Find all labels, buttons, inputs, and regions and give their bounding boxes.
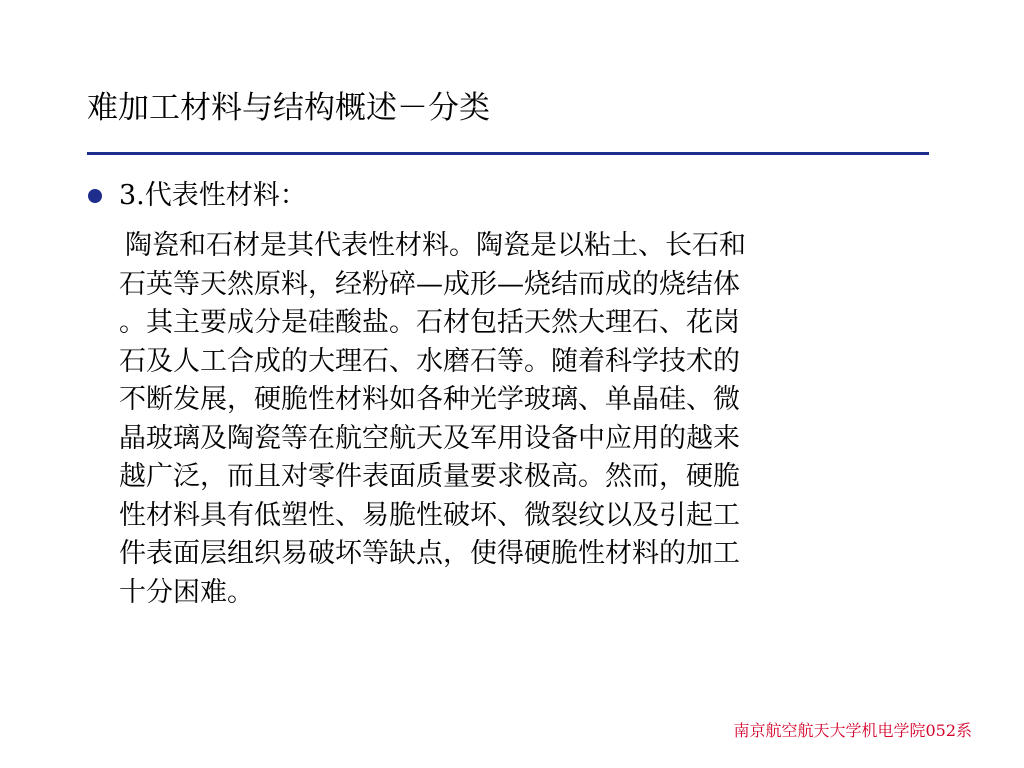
slide-title: 难加工材料与结构概述－分类 — [87, 90, 490, 126]
body-line: 。其主要成分是硅酸盐。石材包括天然大理石、花岗 — [119, 307, 740, 338]
body-line: 性材料具有低塑性、易脆性破坏、微裂纹以及引起工 — [119, 499, 740, 531]
title-underline — [87, 152, 929, 155]
body-line: 石及人工合成的大理石、水磨石等。随着科学技术的 — [119, 345, 740, 377]
body-line: 件表面层组织易破坏等缺点，使得硬脆性材料的加工 — [119, 538, 740, 569]
body-line: 越广泛，而且对零件表面质量要求极高。然而，硬脆 — [119, 461, 740, 492]
body-line: 十分困难。 — [119, 576, 254, 608]
body-line: 石英等天然原料，经粉碎—成形—烧结而成的烧结体 — [119, 268, 740, 300]
footer-institution: 南京航空航天大学机电学院052系 — [733, 721, 972, 740]
bullet-heading: 3.代表性材料： — [119, 180, 307, 211]
body-paragraph — [119, 227, 909, 612]
bullet-dot-icon — [88, 189, 102, 203]
body-line: 晶玻璃及陶瓷等在航空航天及军用设备中应用的越来 — [119, 422, 740, 454]
body-line: 陶瓷和石材是其代表性材料。陶瓷是以粘土、长石和 — [125, 230, 746, 261]
body-line: 不断发展，硬脆性材料如各种光学玻璃、单晶硅、微 — [119, 384, 740, 415]
